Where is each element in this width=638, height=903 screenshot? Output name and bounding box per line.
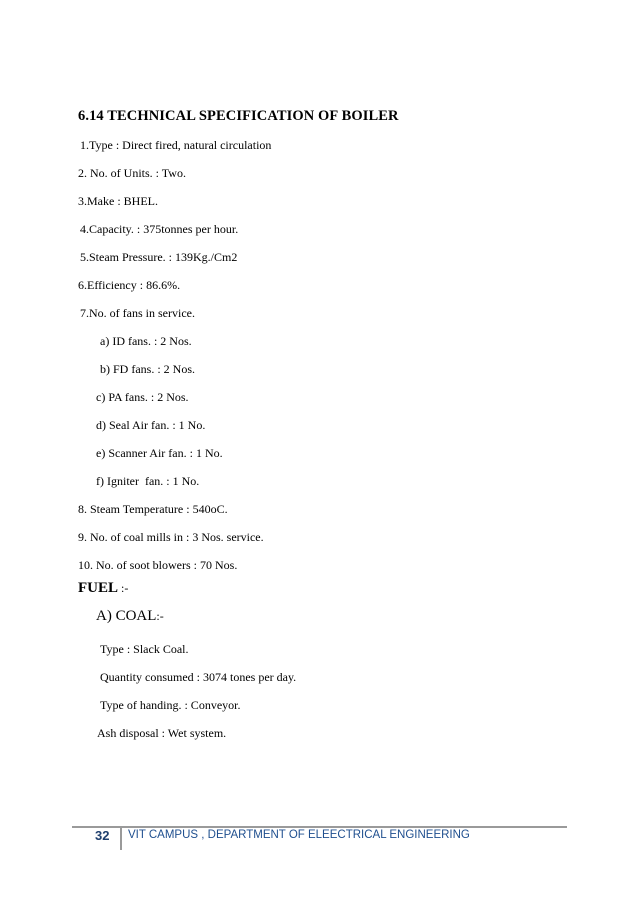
- fuel-heading: [78, 580, 128, 597]
- spec-subline: e) Scanner Air fan. : 1 No.: [96, 446, 223, 460]
- section-heading: 6.14 TECHNICAL SPECIFICATION OF BOILER: [78, 108, 399, 124]
- coal-item: Ash disposal : Wet system.: [97, 726, 227, 740]
- spec-subline: f) Igniter fan. : 1 No.: [96, 474, 200, 488]
- footer-text: VIT CAMPUS , DEPARTMENT OF ELEECTRICAL ENGINEERING: [128, 829, 470, 841]
- spec-line: 5.Steam Pressure. : 139Kg./Cm2: [80, 250, 238, 264]
- coal-title-suffix: :-: [156, 609, 164, 623]
- spec-line: 3.Make : BHEL.: [78, 194, 158, 208]
- spec-line: 7.No. of fans in service.: [80, 306, 195, 320]
- spec-subline: b) FD fans. : 2 Nos.: [100, 362, 195, 376]
- fuel-title-suffix: :-: [118, 581, 129, 595]
- coal-item: Type : Slack Coal.: [100, 642, 189, 656]
- spec-line: 10. No. of soot blowers : 70 Nos.: [78, 558, 238, 572]
- page-number: 32: [95, 828, 110, 843]
- coal-title: A) COAL: [96, 608, 157, 624]
- footer-separator: [120, 826, 122, 850]
- spec-line: 8. Steam Temperature : 540oC.: [78, 502, 228, 516]
- spec-line: 2. No. of Units. : Two.: [78, 166, 186, 180]
- footer-divider: [72, 826, 567, 828]
- spec-subline: c) PA fans. : 2 Nos.: [96, 390, 189, 404]
- spec-subline: d) Seal Air fan. : 1 No.: [96, 418, 206, 432]
- fuel-title: FUEL: [78, 580, 119, 596]
- coal-item: Quantity consumed : 3074 tones per day.: [100, 670, 297, 684]
- spec-subline: a) ID fans. : 2 Nos.: [100, 334, 192, 348]
- spec-line: 6.Efficiency : 86.6%.: [78, 278, 181, 292]
- spec-line: 9. No. of coal mills in : 3 Nos. service.: [78, 530, 264, 544]
- coal-heading: [96, 608, 164, 625]
- coal-item: Type of handing. : Conveyor.: [100, 698, 241, 712]
- spec-line: 4.Capacity. : 375tonnes per hour.: [80, 222, 239, 236]
- spec-line: 1.Type : Direct fired, natural circulation: [80, 138, 272, 152]
